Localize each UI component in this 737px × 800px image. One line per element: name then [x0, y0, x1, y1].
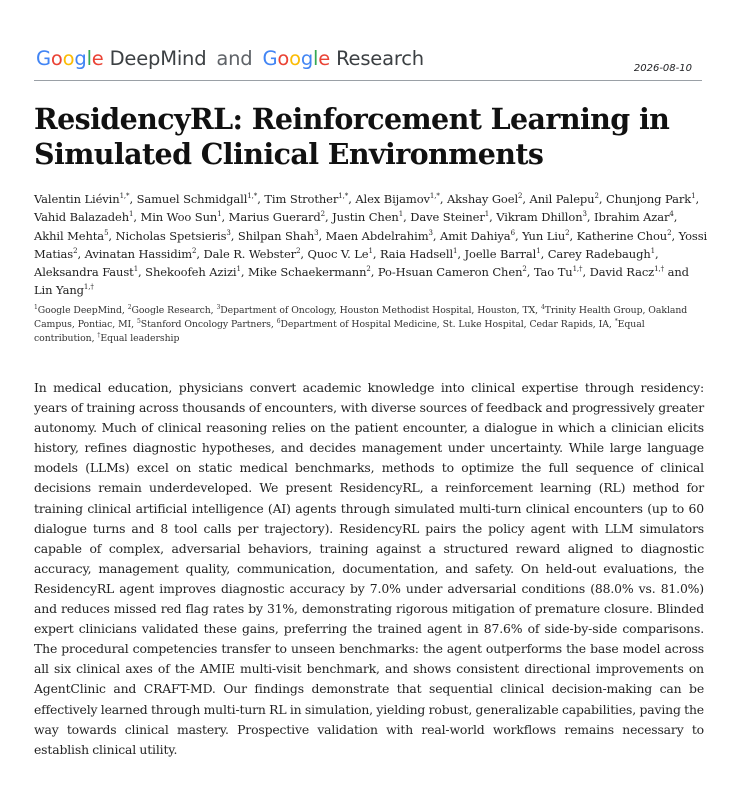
author-affiliation-marker: 1	[484, 210, 490, 219]
author-affiliation-marker: 1	[129, 210, 134, 219]
author-name: Dave Steiner	[410, 210, 485, 225]
author-affiliation-marker: 3	[226, 228, 231, 237]
author-affiliation-marker: 2	[594, 192, 599, 201]
author-affiliation-marker: 6	[510, 228, 515, 237]
affiliation-text: Department of Oncology, Houston Methodist Hospital, Houston, TX,	[220, 305, 541, 316]
author-name: Samuel Schmidgall	[136, 192, 248, 206]
author-name: Alex Bijamov	[355, 192, 430, 206]
author-affiliation-marker: 4	[669, 210, 674, 219]
author-affiliation-marker: 1	[398, 210, 404, 219]
affiliation-marker: *	[614, 318, 618, 326]
author-name: Tao Tu	[533, 265, 573, 280]
author-affiliation-marker: 1	[236, 265, 241, 274]
logo-and-text: and	[216, 47, 253, 70]
author-affiliation-marker: 1	[368, 247, 373, 256]
author-affiliation-marker: 3	[428, 228, 433, 237]
author-affiliation-marker: 2	[366, 265, 371, 274]
header-divider	[34, 80, 702, 81]
author-affiliation-marker: 1,†	[654, 265, 665, 274]
author-name: Min Woo Sun	[140, 210, 218, 225]
abstract: In medical education, physicians convert academic knowledge into clinical expertise through residency: years of training across thousands of encounters, with diverse sources of feedback and progressively greater autonomy. Much of clinical reasoning relies on the patient encounter, a dialogue in which a clinician elicits history, refines diagnostic hypotheses, and decides management under uncertainty. While large language models (LLMs) excel on static medical benchmarks, methods to optimize the full sequence of clinical decisions remain underdeveloped. We present ResidencyRL, a reinforcement learning (RL) method for training clinical artificial intelligence (AI) agents through simulated multi-turn clinical encounters (up to 60 dialogue turns and 8 tool calls per trajectory). ResidencyRL pairs the policy agent with LLM simulators capable of complex, adversarial behaviors, training against a structured reward aligned to diagnostic accuracy, management quality, communication, documentation, and safety. On held-out evaluations, the ResidencyRL agent improves diagnostic accuracy by 7.0% under adversarial conditions (88.0% vs. 81.0%) and reduces missed red flag rates by 31%, demonstrating rigorous mitigation of premature closure. Blinded expert clinicians validated these gains, preferring the trained agent in 87.6% of side-by-side comparisons. The procedural competencies transfer to unseen benchmarks: the agent outperforms the base model across all six clinical axes of the AMIE multi-visit benchmark, and shows consistent directional improvements on AgentClinic and CRAFT-MD. Our findings demonstrate that sequential clinical decision-making can be effectively learned through multi-turn RL in simulation, yielding robust, generalizable capabilities, paving the way towards clinical mastery. Prospective validation with real-world workflows remains necessary to establish clinical utility.	[34, 380, 704, 757]
author-name: Aleksandra Faust	[34, 265, 134, 280]
paper-title: ResidencyRL: Reinforcement Learning in Simulated Clinical Environments	[34, 102, 670, 171]
author-affiliation-marker: 2	[192, 247, 197, 256]
author-affiliation-marker: 1,†	[572, 265, 583, 274]
author-affiliation-marker: 1	[133, 265, 139, 274]
affiliation-text: Department of Hospital Medicine, St. Luke Hospital, Cedar Rapids, IA,	[280, 319, 615, 331]
author-name: Anil Palepu	[529, 192, 595, 206]
author-affiliation-marker: 5	[104, 228, 109, 237]
header-logos	[36, 47, 424, 70]
author-affiliation-marker: 1,*	[429, 192, 440, 201]
publication-date: 2026-08-10	[633, 63, 692, 74]
author-name: Quoc V. Le	[307, 246, 369, 261]
author-name: Tim Strother	[264, 192, 339, 206]
author-name: Valentin Liévin	[34, 192, 120, 206]
affiliation-text: Trinity Health Group, Oakland Campus, Pontiac, MI,	[34, 305, 688, 331]
author-affiliation-marker: 1,*	[338, 192, 349, 201]
affiliation-marker: 6	[276, 318, 281, 326]
author-name: Po-Hsuan Cameron Chen	[377, 265, 523, 280]
author-affiliation-marker: 1,†	[83, 283, 94, 292]
author-affiliation-marker: 2	[296, 247, 301, 256]
author-affiliation-marker: 1	[217, 210, 222, 219]
author-name: Dale R. Webster	[203, 246, 297, 261]
author-affiliation-marker: 2	[320, 210, 326, 219]
author-affiliation-marker: 3	[582, 210, 587, 219]
author-name: Chunjong Park	[605, 192, 692, 206]
author-name: Vahid Balazadeh	[34, 210, 130, 225]
affiliation-text: Equal contribution,	[34, 319, 645, 345]
author-name: David Racz	[589, 265, 655, 280]
author-name: Carey Radebaugh	[547, 246, 651, 261]
author-name: Avinatan Hassidim	[84, 246, 193, 261]
author-affiliation-marker: 3	[314, 228, 319, 237]
affiliation-text: Google DeepMind,	[37, 305, 128, 316]
author-name: Maen Abdelrahim	[325, 228, 429, 243]
affiliation-text: Google Research,	[131, 305, 217, 316]
author-name: Yun Liu	[522, 228, 566, 243]
google-deepmind-logo: Google DeepMind	[36, 47, 207, 70]
affiliation-text: Equal leadership	[100, 333, 180, 345]
author-name: Nicholas Spetsieris	[115, 228, 227, 243]
affiliations	[34, 304, 708, 347]
author-list: Valentin Liévin$^{1,*}$, Samuel Schmidgall$^{1,*}$, Tim Strother$^{1,*}$, Alex Bijamov$^{1,*}$, Akshay Goel$^2$, Anil Palepu$^2$, Chunjong Park$^1$, Vahid Balazadeh$^1$, Min Woo Sun$^1$, Marius Guerard$^2$, Justin Chen$^1$, Dave Steiner$^1$, Vikram Dhillon$^3$, Ibrahim Azar$^4$, Akhil Mehta$^5$, Nicholas Spetsieris$^3$, Shilpan Shah$^3$, Maen Abdelrahim$^3$, Amit Dahiya$^6$, Yun Liu$^2$, Katherine Chou$^2$, Yossi Matias$^2$, Avinatan Hassidim$^2$, Dale R. Webster$^2$, Quoc V. Le$^1$, Raia Hadsell$^1$, Joelle Barral$^1$, Carey Radebaugh$^1$, Aleksandra Faust$^1$, Shekoofeh Azizi$^1$, Mike Schaekermann$^2$, Po-Hsuan Cameron Chen$^2$, Tao $Tu^{1,\dagger}$, David Racz$^{1,\dagger}$ and Lin Yang$^{1,\dagger}$	[34, 192, 708, 298]
author-name: Mike Schaekermann	[247, 265, 367, 280]
author-name: Yossi Matias	[34, 228, 708, 261]
google-research-logo: Google Research	[262, 47, 424, 70]
affiliation-marker: 5	[136, 318, 141, 326]
affiliation-text: Stanford Oncology Partners,	[140, 319, 277, 331]
author-affiliation-marker: 1	[536, 247, 541, 256]
author-name: Ibrahim Azar	[594, 210, 670, 225]
author-affiliation-marker: 1,*	[119, 192, 130, 201]
affiliation-marker: †	[97, 332, 101, 340]
author-name: Justin Chen	[332, 210, 399, 225]
author-affiliation-marker: 2	[667, 228, 672, 237]
author-name: Raia Hadsell	[379, 246, 454, 261]
author-affiliation-marker: 2	[518, 192, 523, 201]
author-name: Shekoofeh Azizi	[145, 265, 237, 280]
author-affiliation-marker: 1	[691, 192, 696, 201]
author-name: Katherine Chou	[576, 228, 668, 243]
author-name: Marius Guerard	[228, 210, 321, 225]
author-name: Joelle Barral	[464, 246, 537, 261]
author-affiliation-marker: 2	[522, 265, 527, 274]
author-name: Akshay Goel	[446, 192, 519, 206]
author-affiliation-marker: 2	[565, 228, 570, 237]
author-name: Amit Dahiya	[439, 228, 511, 243]
author-name: Lin Yang	[34, 283, 84, 298]
author-name: Akhil Mehta	[34, 228, 105, 243]
affiliation-marker: 1	[34, 303, 38, 311]
affiliation-marker: 3	[216, 303, 221, 311]
affiliation-marker: 4	[540, 303, 545, 311]
author-name: Shilpan Shah	[237, 228, 315, 243]
author-affiliation-marker: 2	[73, 247, 78, 256]
author-affiliation-marker: 1	[650, 247, 656, 256]
author-joiner: and	[667, 265, 689, 280]
author-name: Vikram Dhillon	[496, 210, 583, 225]
author-affiliation-marker: 1,*	[247, 192, 258, 201]
affiliation-marker: 2	[127, 303, 132, 311]
author-affiliation-marker: 1	[453, 247, 458, 256]
